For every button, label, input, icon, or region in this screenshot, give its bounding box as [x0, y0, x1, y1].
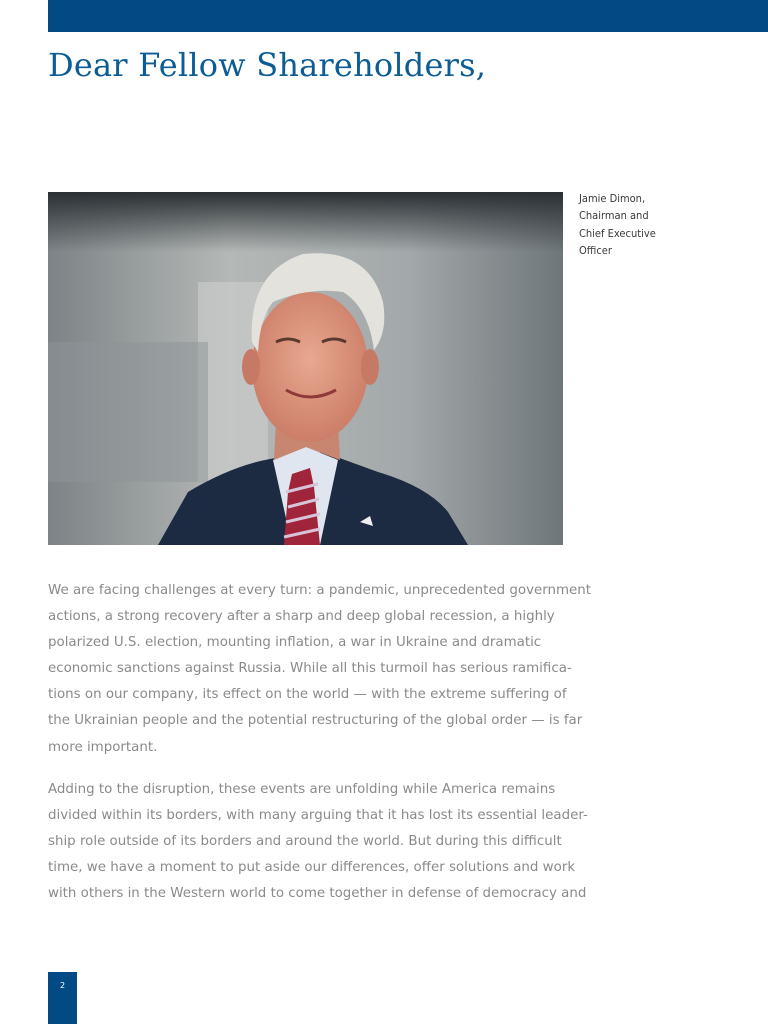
text-line: polarized U.S. election, mounting inflation, a war in Ukraine and dramatic	[48, 635, 542, 651]
caption-line: Chairman and	[579, 209, 649, 223]
text-line: tions on our company, its effect on the world — with the extreme suffering of	[48, 687, 567, 703]
text-line: time, we have a moment to put aside our differences, offer solutions and work	[48, 859, 576, 875]
page-number: 2	[59, 981, 66, 990]
paragraph-1	[48, 578, 592, 761]
page-number-tab	[48, 972, 77, 1024]
paragraph-2	[48, 777, 588, 907]
text-line: divided within its borders, with many arguing that it has lost its essential leader-	[48, 807, 588, 823]
text-line: the Ukrainian people and the potential restructuring of the global order — is far	[48, 713, 583, 729]
text-line: actions, a strong recovery after a sharp and deep global recession, a highly	[48, 609, 555, 625]
text-line: Adding to the disruption, these events are unfolding while America remains	[48, 781, 556, 797]
header-bar	[48, 0, 768, 32]
text-line: more important.	[48, 739, 158, 755]
caption-line: Officer	[579, 243, 612, 257]
caption-line: Chief Executive	[579, 226, 656, 240]
letter-body	[48, 578, 592, 923]
text-line: economic sanctions against Russia. While all this turmoil has serious ramifica-	[48, 661, 572, 677]
text-line: with others in the Western world to come together in defense of democracy and	[48, 886, 587, 902]
page-title: Dear Fellow Shareholders,	[48, 46, 487, 84]
text-line: ship role outside of its borders and around the world. But during this difficult	[48, 833, 562, 849]
photo-caption	[579, 190, 689, 259]
text-line: We are facing challenges at every turn: a pandemic, unprecedented government	[48, 583, 592, 598]
caption-line: Jamie Dimon,	[579, 192, 646, 205]
portrait-photo	[48, 192, 563, 545]
